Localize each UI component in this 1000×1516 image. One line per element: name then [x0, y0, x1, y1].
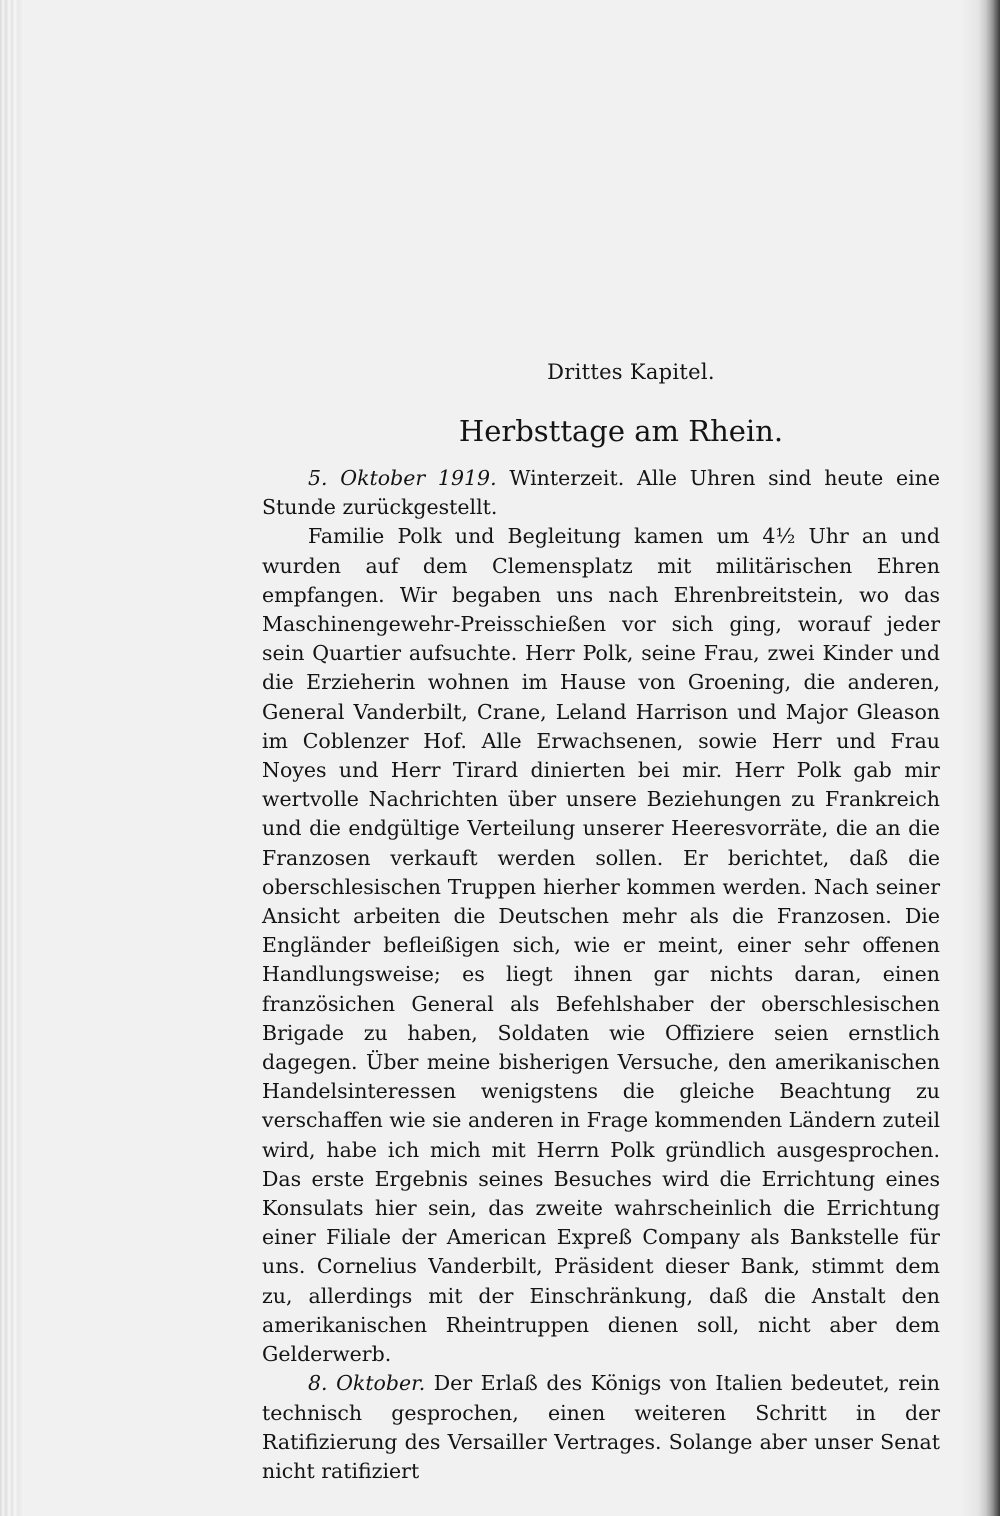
chapter-title: Herbsttage am Rhein. — [458, 414, 784, 448]
diary-entry — [262, 522, 940, 1369]
entry-date: 8. Oktober. — [308, 1371, 426, 1396]
diary-entry — [262, 1369, 940, 1486]
entry-text: Der Erlaß des Königs von Italien bedeutet, rein technisch gesprochen, einen weiteren Schritt in der Ratifizierung des Versailler Vertrages. Solange aber unser Senat nicht ratifiziert — [262, 1371, 940, 1483]
entry-text: Winterzeit. Alle Uhren sind heute eine Stunde zurückgestellt. — [262, 466, 940, 520]
entry-date: 5. Oktober 1919. — [308, 466, 497, 490]
page-gutter-shadow — [960, 0, 1000, 1516]
page-content — [262, 360, 940, 1486]
diary-entry — [262, 464, 940, 522]
entry-text: Familie Polk und Begleitung kamen um 4½ Uhr an und wurden auf dem Clemensplatz mit militärischen Ehren empfangen. Wir begaben uns nach Ehrenbreitstein, wo das Maschinengewehr-Preisschießen vor sich ging, worauf jeder sein Quartier aufsuchte. Herr Polk, seine Frau, zwei Kinder und die Erzieherin wohnen im Hause von Groening, die anderen, General Vanderbilt, Crane, Leland Harrison und Major Gleason im Coblenzer Hof. Alle Erwachsenen, sowie Herr und Frau Noyes und Herr Tirard dinierten bei mir. Herr Polk gab mir wertvolle Nachrichten über unsere Beziehungen zu Frankreich und die endgültige Verteilung unserer Heeresvorräte, die an die Franzosen verkauft werden sollen. Er berichtet, daß die oberschlesischen Truppen hierher kommen werden. Nach seiner Ansicht arbeiten die Deutschen mehr als die Franzosen. Die Engländer befleißigen sich, wie er meint, einer sehr offenen Handlungsweise; es liegt ihnen gar nichts daran, einen französichen General als Befehlshaber der oberschlesischen Brigade zu haben, Soldaten wie Offiziere seien ernstlich dagegen. Über meine bisherigen Versuche, den amerikanischen Handelsinteressen wenigstens die gleiche Beachtung zu verschaffen wie sie anderen in Frage kommenden Ländern zuteil wird, habe ich mich mit Herrn Polk gründlich ausgesprochen. Das erste Ergebnis seines Besuches wird die Errichtung eines Konsulats hier sein, das zweite wahrscheinlich die Errichtung einer Filiale der American Expreß Company als Bankstelle für uns. Cornelius Vanderbilt, Präsident dieser Bank, stimmt dem zu, allerdings mit der Einschränkung, daß die Anstalt den amerikanischen Rheintruppen dienen soll, nicht aber dem Gelderwerb. — [262, 524, 940, 1367]
chapter-label: Drittes Kapitel. — [547, 360, 715, 384]
page-stack-edge — [0, 0, 24, 1516]
